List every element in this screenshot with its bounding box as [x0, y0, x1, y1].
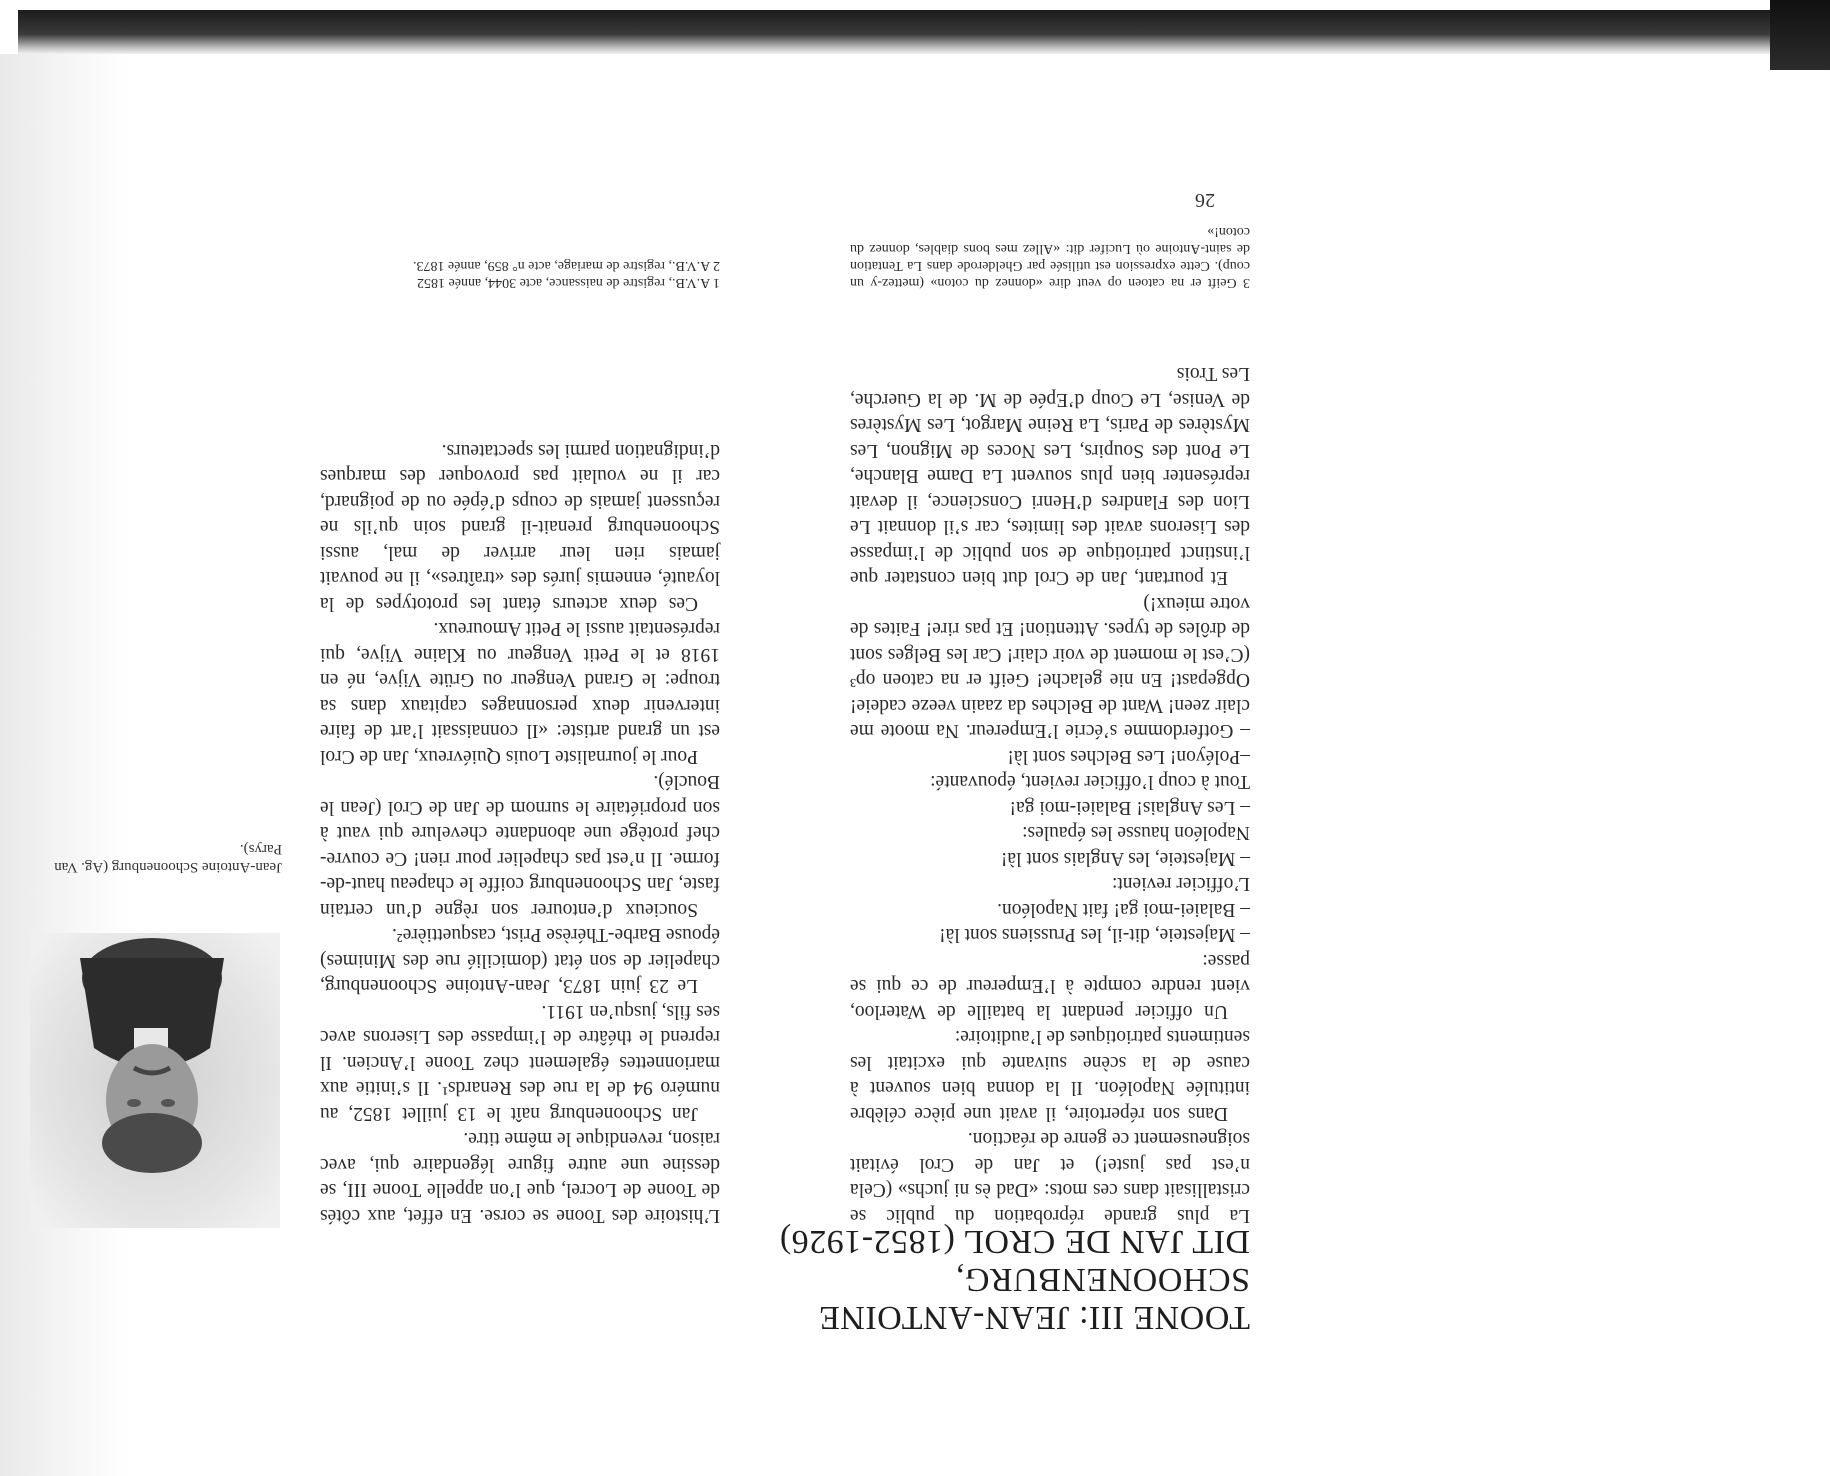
text-column-left	[320, 438, 720, 1229]
dialogue-line: – Balaiei-moi ga! fait Napoléon.	[997, 899, 1250, 920]
dialogue-line: – Majesteie, les Anglais sont là!	[1000, 848, 1250, 869]
text-column-right	[850, 361, 1250, 1228]
paragraph: Le 23 juin 1873, Jean-Antoine Schoonenburg, chapelier de son état (domicilié rue des Minimes) épouse Barbe-Thérèse Prist, casquettière².	[320, 924, 720, 997]
chapter-title-line-2: DIT JAN DE CROL (1852-1926)	[779, 1223, 1250, 1260]
dialogue-line: – Majesteie, dit-il, les Prussiens sont là!	[939, 924, 1250, 946]
dialogue-line: – Gotferdomme s’écrie l’Empereur. Na moote me clair zeen! Want de Belches da zaain veeze cadeie! Opgepast! En nie gelache! Geift er na catoen op³ (C’est le moment de voir clair! Car les Belges sont de drôles de types. Attention! Et pas rire! Faites de votre mieux!)	[850, 593, 1250, 742]
footnote: 3 Geift er na catoen op veut dire «donnez du coton» (mettez-y un coup). Cette expression est utilisée par Ghelderode dans La Tentation de saint-Antoine où Lucifer dit: «Allez mes bons diables, donnez du coton!»	[850, 224, 1250, 290]
photo-caption: Jean-Antoine Schoonenburg (Ag. Van Parys).	[54, 841, 282, 875]
paragraph: Jan Schoonenburg naît le 13 juillet 1852, au numéro 94 de la rue des Renards¹. Il s’initie aux marionnettes également chez Toone l’Ancien. Il reprend le théâtre de l’impasse des Liserons avec ses fils, jusqu’en 1911.	[320, 1001, 720, 1124]
footnotes-left	[320, 257, 720, 291]
chapter-title	[550, 1222, 1250, 1336]
paragraph: L’histoire des Toone se corse. En effet, aux côtés de Toone de Locrel, que l’on appelle Toone III, se dessine une autre figure légendaire qui, avec raison, revendique le même titre.	[320, 1128, 720, 1226]
paragraph: Dans son répertoire, il avait une pièce célèbre intitulée Napoléon. Il la donna bien souvent à cause de la scène suivante qui excitait les sentiments patriotiques de l’auditoire:	[850, 1026, 1250, 1124]
paragraph: Et pourtant, Jan de Crol dut bien constater que l’instinct patriotique de son public de l’impasse des Liserons avait des limites, car s’il donnait Le Lion des Flandres d’Henri Conscience, il devait représenter bien plus souvent La Dame Blanche, Le Pont des Soupirs, Les Noces de Mignon, Les Mystères de Paris, La Reine Margot, Les Mystères de Venise, Le Coup d’Epée de M. de la Guerche, Les Trois	[850, 363, 1250, 589]
paragraph: Ces deux acteurs étant les prototypes de la loyauté, ennemis jurés des «traîtres», il ne pouvait jamais rien leur arriver de mal, aussi Schoonenburg prenait-il grand soin qu’ils ne reçussent jamais de coups d’épée ou de poignard, car il ne voulait pas provoquer des marques d’indignation parmi les spectateurs.	[320, 440, 720, 614]
footnotes-right	[850, 223, 1250, 291]
portrait-photo	[30, 933, 280, 1228]
portrait-image	[30, 933, 280, 1228]
dialogue-line: Napoléon hausse les épaules:	[1022, 822, 1250, 844]
paragraph: La plus grande réprobation du public se cristallisait dans ces mots: «Dad ès ni juchs» (Cela n’est pas juste!) et Jan de Crol évitait soigneusement ce genre de réaction.	[850, 1128, 1250, 1226]
dialogue-line: L’officier revient:	[1111, 873, 1250, 895]
paragraph: Pour le journaliste Louis Quiévreux, Jan de Crol est un grand artiste: «Il connaissait l’art de faire intervenir deux personnages capitaux dans sa troupe: le Grand Vengeur ou Grüte Vijve, né en 1918 et le Petit Vengeur ou Klaine Vijve, qui représentait aussi le Petit Amoureux.	[319, 618, 720, 767]
paragraph: Un officier pendant la bataille de Waterloo, vient rendre compte à l’Empereur de ce qui se passe:	[850, 950, 1250, 1022]
dialogue-line: – Les Anglais! Balaiei-moi ga!	[1009, 797, 1250, 818]
paragraph: Soucieux d’entourer son règne d’un certain faste, Jan Schoonenburg coiffe le chapeau haut-de-forme. Il n’est pas chapelier pour rien! Ce couvre-chef protège une abondante chevelure qui vaut à son propriétaire le surnom de Jan de Crol (Jean le Bouclé).	[320, 771, 720, 920]
dialogue-line: –Poléyon! Les Belches sont là!	[1007, 746, 1250, 767]
footnote: 1 A.V.B., registre de naissance, acte 3044, année 1852	[417, 275, 720, 290]
dialogue-line: Tout à coup l’officier revient, épouvanté:	[930, 771, 1250, 793]
chapter-title-line-1: TOONE III: JEAN-ANTOINE SCHOONENBURG,	[818, 1261, 1250, 1336]
footnote: 2 A.V.B., registre de mariage, acte n° 859, année 1873.	[412, 258, 720, 273]
page-number: 26	[1195, 189, 1215, 211]
